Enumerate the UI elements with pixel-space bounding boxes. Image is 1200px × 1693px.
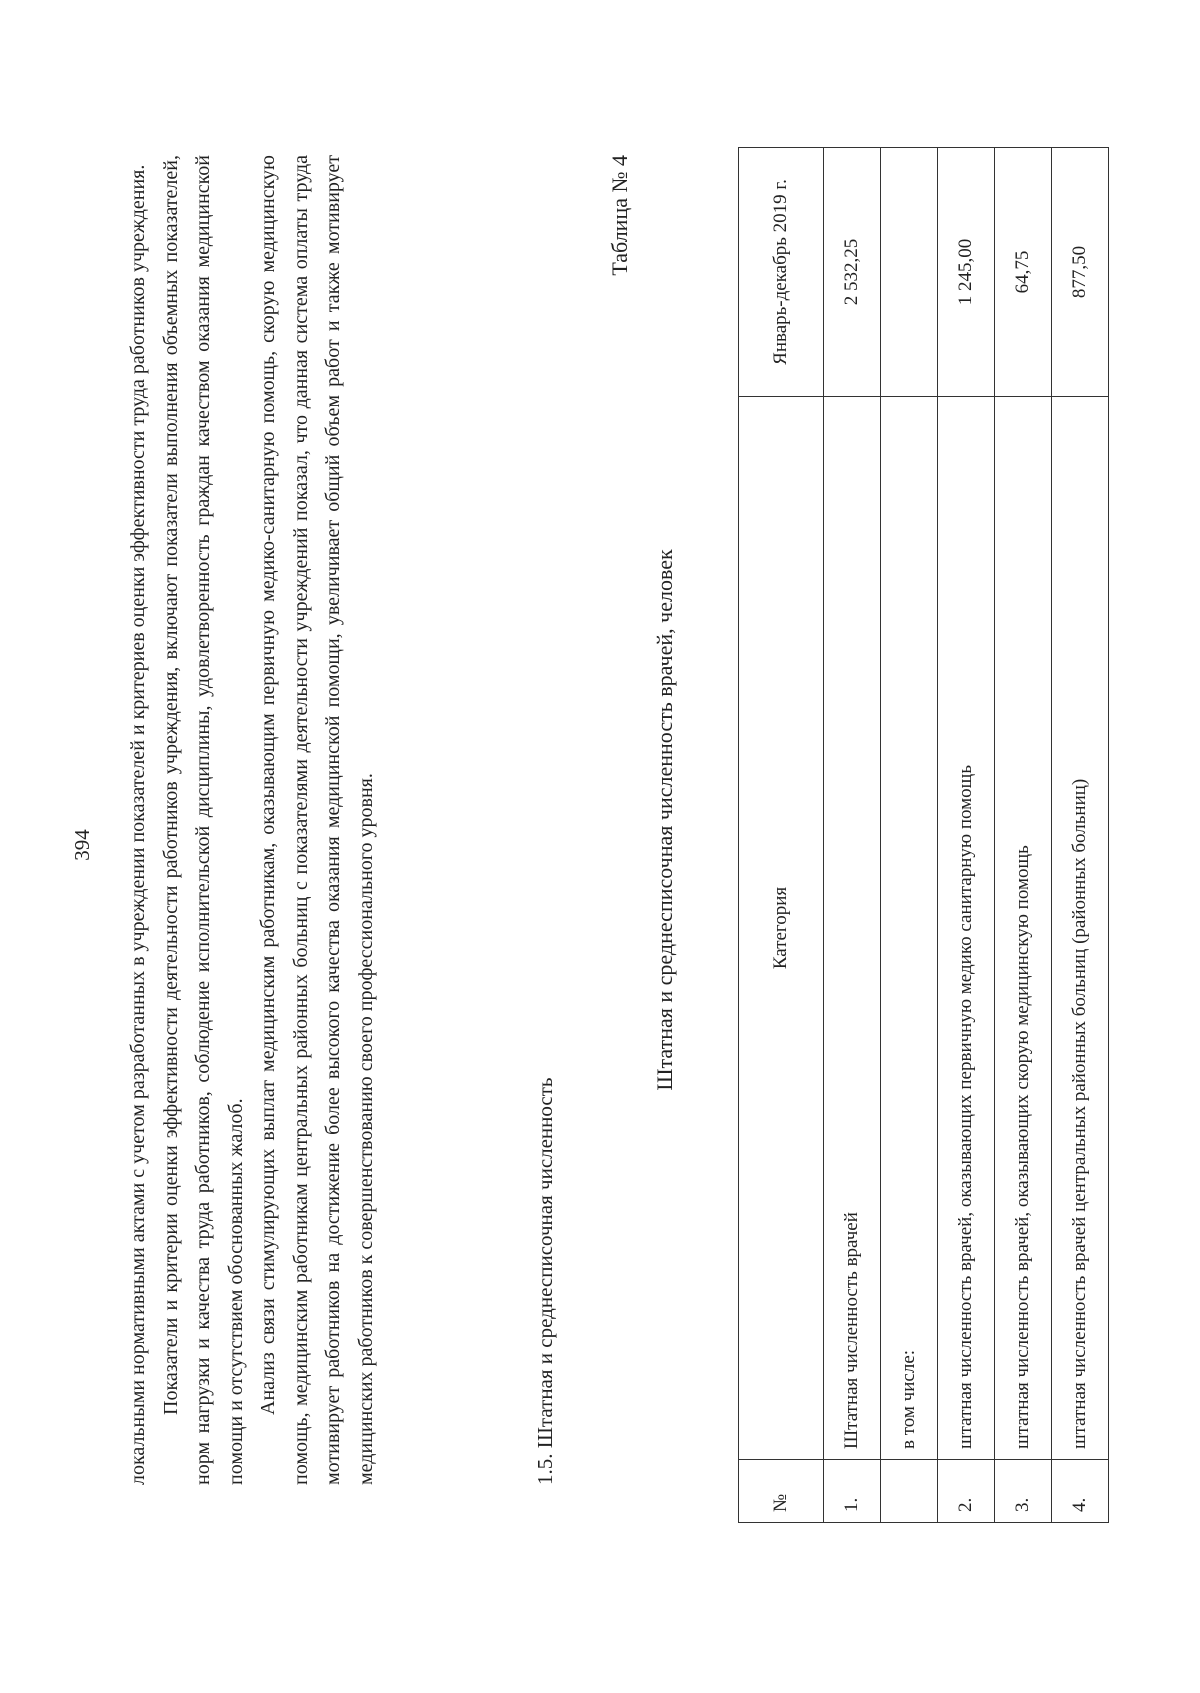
body-text	[122, 155, 382, 1485]
table-row	[824, 148, 881, 1523]
paragraph: Показатели и критерии оценки эффективности деятельности работников учреждения, включают показатели выполнения объемных показателей, норм нагрузки и качества труда работников, соблюдение исполнительской дисциплины, удовлетворенность граждан качеством оказания медицинской помощи и отсутствием обоснованных жалоб.	[159, 155, 247, 1485]
row-value	[881, 148, 938, 397]
section-heading: 1.5. Штатная и среднесписочная численность	[533, 1077, 557, 1485]
paragraph: Анализ связи стимулирующих выплат медицинским работникам, оказывающим первичную медико-санитарную помощь, скорую медицинскую помощь, медицинским работникам центральных районных больниц с показателями деятельности учреждений показал, что данная система оплаты труда мотивирует работников на достижение более высокого качества оказания медицинской помощи, увеличивает общий объем работ и также мотивирует медицинских работников к совершенствованию своего профессионального уровня.	[257, 155, 377, 1485]
table-row	[938, 148, 995, 1523]
row-number: 3.	[995, 1460, 1052, 1523]
table-header-row	[739, 148, 824, 1523]
row-category: штатная численность врачей центральных районных больниц (районных больниц)	[1052, 397, 1109, 1460]
paragraph: локальными нормативными актами с учетом разработанных в учреждении показателей и критериев оценки эффективности труда работников учреждения.	[127, 164, 149, 1485]
row-number: 1.	[824, 1460, 881, 1523]
row-number	[881, 1460, 938, 1523]
rotated-page	[70, 55, 1140, 1635]
row-value: 2 532,25	[824, 148, 881, 397]
row-category: Штатная численность врачей	[824, 397, 881, 1460]
header-number: №	[739, 1460, 824, 1523]
row-value: 64,75	[995, 148, 1052, 397]
staff-table	[738, 147, 1109, 1523]
table-row	[881, 148, 938, 1523]
row-number: 2.	[938, 1460, 995, 1523]
row-category: штатная численность врачей, оказывающих первичную медико санитарную помощь	[938, 397, 995, 1460]
table-number: Таблица № 4	[607, 155, 632, 276]
row-number: 4.	[1052, 1460, 1109, 1523]
header-period: Январь-декабрь 2019 г.	[739, 148, 824, 397]
table-row	[995, 148, 1052, 1523]
row-value: 877,50	[1052, 148, 1109, 397]
row-category: в том числе:	[881, 397, 938, 1460]
header-category: Категория	[739, 397, 824, 1460]
table-row	[1052, 148, 1109, 1523]
table-title: Штатная и среднесписочная численность врачей, человек	[652, 549, 677, 1091]
row-category: штатная численность врачей, оказывающих скорую медицинскую помощь	[995, 397, 1052, 1460]
page-number: 394	[70, 829, 94, 861]
row-value: 1 245,00	[938, 148, 995, 397]
